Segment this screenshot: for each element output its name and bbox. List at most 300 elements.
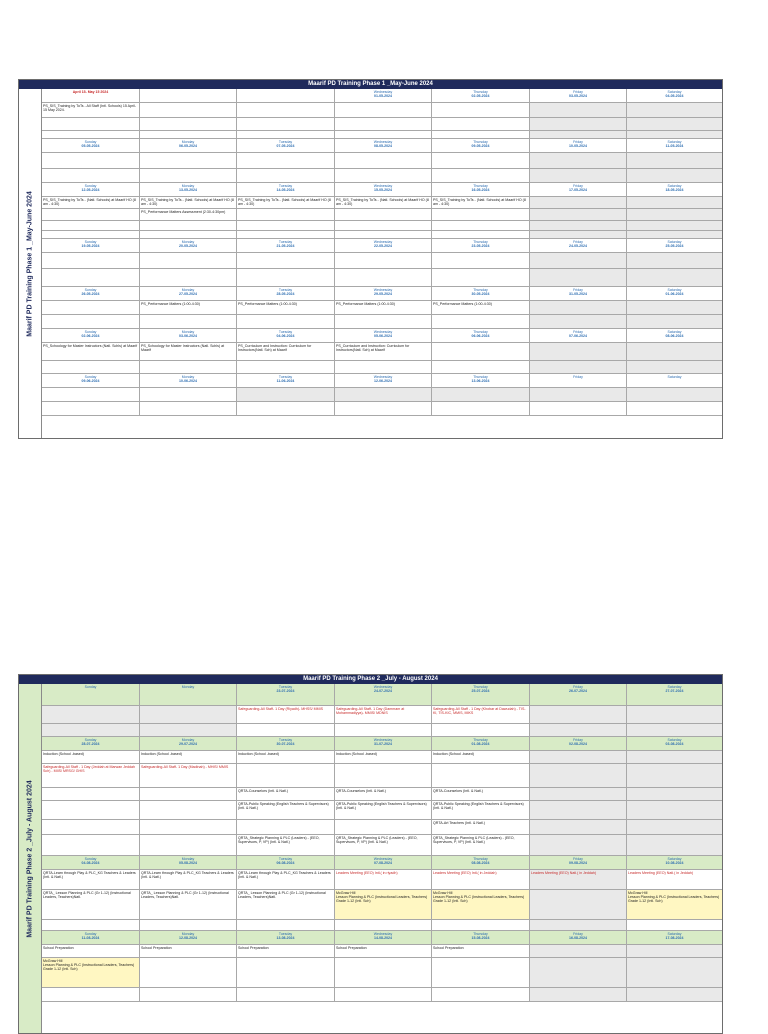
- calendar-cell: [627, 890, 722, 919]
- calendar-cell: [627, 870, 722, 889]
- event-text: QRTA-Public Speaking (English Teachers & Supervisors) (Intl. & Natl.): [433, 801, 524, 810]
- event-row: [42, 958, 722, 988]
- date-header-row: [42, 931, 722, 945]
- event-text: Leaders Meeting (EEO) Natl.( in Jeddah): [531, 870, 597, 875]
- date-label: 21-05-2024: [276, 244, 295, 249]
- event-text: PS_Performance Matters (1:00-4:30): [141, 301, 200, 306]
- weekday-label: April 15- May 15 2024: [72, 90, 109, 94]
- calendar-cell: [627, 751, 722, 763]
- date-label: 11-05-2024: [665, 144, 684, 149]
- calendar-cell: [140, 209, 237, 220]
- calendar-cell: [530, 221, 627, 230]
- calendar-cell: [627, 820, 722, 834]
- calendar-cell: [335, 315, 432, 328]
- event-row: [42, 920, 722, 931]
- weekday-label: Tuesday: [278, 738, 293, 742]
- weekday-label: Friday: [573, 375, 583, 379]
- calendar-cell: [335, 221, 432, 230]
- event-text: QRTA_ Lesson Planning & PLC (Gr 1-12) (Instructional Leaders, Teachers)Natl.: [43, 890, 131, 899]
- calendar-cell: [530, 301, 627, 314]
- date-label: 10-05-2024: [569, 144, 587, 149]
- calendar-cell: [42, 131, 140, 138]
- calendar-cell: [627, 231, 722, 238]
- calendar-cell: [237, 183, 335, 196]
- calendar-cell: [432, 169, 530, 182]
- calendar-cell: [530, 89, 627, 102]
- calendar-cell: [42, 301, 140, 314]
- calendar-cell: [140, 89, 237, 102]
- event-row: [42, 269, 722, 287]
- calendar-cell: [432, 89, 530, 102]
- weekday-label: Sunday: [84, 240, 97, 244]
- calendar-cell: [530, 388, 627, 401]
- calendar-cell: [42, 788, 140, 800]
- calendar-cell: [627, 239, 722, 252]
- calendar-cell: [335, 139, 432, 152]
- calendar-cell: [530, 118, 627, 130]
- calendar-cell: [530, 764, 627, 787]
- calendar-cell: [237, 343, 335, 360]
- event-row: [42, 221, 722, 231]
- calendar-cell: [237, 153, 335, 168]
- calendar-cell: [42, 118, 140, 130]
- date-label: 28-05-2024: [276, 292, 295, 297]
- calendar-cell: [432, 764, 530, 787]
- event-row: [42, 103, 722, 118]
- calendar-cell: [432, 253, 530, 268]
- calendar-cell: [530, 231, 627, 238]
- calendar-cell: [627, 197, 722, 208]
- date-label: 06-06-2024: [471, 334, 490, 339]
- event-row: [42, 131, 722, 139]
- date-label: 16-05-2024: [471, 188, 490, 193]
- weekday-label: Friday: [573, 685, 583, 689]
- calendar-cell: [530, 684, 627, 705]
- calendar-cell: [335, 89, 432, 102]
- date-header-row: [42, 684, 722, 706]
- calendar-cell: [42, 315, 140, 328]
- date-label: 30-07-2024: [276, 742, 295, 747]
- weekday-label: Saturday: [667, 184, 682, 188]
- event-text: PS_Performance Matters Assessment (2:30-4:30pm): [141, 209, 226, 214]
- event-text: McGraw Hill Lesson Planning & PLC (Instructional Leaders, Teachers) Grade 1-12 (Intl. Sch): [433, 890, 525, 904]
- calendar-cell: [140, 221, 237, 230]
- calendar-cell: [335, 788, 432, 800]
- calendar-cell: [627, 737, 722, 750]
- event-text: QRTA-Counselors (Intl. & Natl.): [433, 788, 483, 793]
- calendar-cell: [42, 870, 140, 889]
- calendar-cell: [42, 856, 140, 869]
- calendar-cell: [335, 870, 432, 889]
- calendar-cell: [335, 684, 432, 705]
- calendar-cell: [42, 329, 140, 342]
- weekday-label: Tuesday: [278, 330, 293, 334]
- event-text: QRTA-Public Speaking (English Teachers & Supervisors) (Intl. & Natl.): [238, 801, 329, 810]
- date-header-row: [42, 89, 722, 103]
- calendar-cell: [140, 820, 237, 834]
- event-text: PS_Schoology for Master Instructors (Natl. Schls) at Maarif: [141, 343, 225, 352]
- calendar-cell: [335, 764, 432, 787]
- calendar-cell: [432, 801, 530, 819]
- calendar-cell: [42, 388, 140, 401]
- event-row: [42, 343, 722, 361]
- calendar-cell: [237, 751, 335, 763]
- weekday-label: Friday: [573, 240, 583, 244]
- date-label: 31-07-2024: [374, 742, 392, 747]
- calendar-cell: [627, 329, 722, 342]
- calendar-cell: [335, 361, 432, 373]
- calendar-cell: [530, 945, 627, 957]
- calendar-cell: [530, 931, 627, 944]
- calendar-cell: [237, 801, 335, 819]
- event-text: PS_Performance Matters (1:00-4:30): [238, 301, 297, 306]
- weekday-label: Thursday: [473, 90, 488, 94]
- calendar-cell: [140, 118, 237, 130]
- calendar-cell: [237, 820, 335, 834]
- calendar-cell: [432, 788, 530, 800]
- calendar-cell: [140, 139, 237, 152]
- weekday-label: Tuesday: [278, 140, 293, 144]
- date-label: 20-05-2024: [179, 244, 197, 249]
- event-row: [42, 988, 722, 1002]
- calendar-cell: [237, 315, 335, 328]
- calendar-cell: [627, 958, 722, 987]
- calendar-cell: [140, 737, 237, 750]
- weekday-label: Saturday: [667, 375, 682, 379]
- event-row: [42, 253, 722, 269]
- event-row: [42, 870, 722, 890]
- date-label: 03-08-2024: [665, 742, 684, 747]
- calendar-cell: [432, 751, 530, 763]
- calendar-cell: [335, 287, 432, 300]
- weekday-label: Sunday: [84, 932, 97, 936]
- event-row: [42, 197, 722, 209]
- calendar-cell: [42, 988, 140, 1001]
- calendar-cell: [627, 169, 722, 182]
- weekday-label: Wednesday: [373, 857, 393, 861]
- date-label: 13-08-2024: [276, 936, 295, 941]
- date-label: 10-08-2024: [665, 861, 684, 866]
- weekday-label: Friday: [573, 932, 583, 936]
- date-label: 03-06-2024: [179, 334, 197, 339]
- weekday-label: Saturday: [667, 857, 682, 861]
- calendar-cell: [432, 945, 530, 957]
- date-label: 27-05-2024: [179, 292, 197, 297]
- event-text: PS_Curriculum and Instruction: Curriculum for Instructors(Natl. Sch) at Maarif: [238, 343, 312, 352]
- calendar-cell: [335, 706, 432, 723]
- weekday-label: Thursday: [473, 240, 488, 244]
- weekday-label: Wednesday: [373, 140, 393, 144]
- calendar-cell: [530, 361, 627, 373]
- date-label: 23-07-2024: [276, 689, 295, 694]
- date-label: 02-05-2024: [471, 94, 490, 99]
- calendar-cell: [237, 856, 335, 869]
- calendar-cell: [140, 931, 237, 944]
- date-label: 15-05-2024: [374, 188, 392, 193]
- event-text: QRTA-Counselors (Intl. & Natl.): [336, 788, 386, 793]
- weekday-label: Saturday: [667, 288, 682, 292]
- date-label: 08-05-2024: [374, 144, 392, 149]
- event-row: [42, 153, 722, 169]
- weekday-label: Monday: [181, 375, 195, 379]
- weekday-label: Monday: [181, 184, 195, 188]
- calendar-cell: [237, 287, 335, 300]
- calendar-cell: [140, 402, 237, 415]
- calendar-cell: [627, 835, 722, 855]
- weekday-label: Monday: [181, 932, 195, 936]
- calendar-cell: [237, 988, 335, 1001]
- calendar-cell: [530, 788, 627, 800]
- weekday-label: Monday: [181, 288, 195, 292]
- calendar-cell: [335, 820, 432, 834]
- phase2-calendar: [18, 674, 723, 1034]
- date-label: 06-05-2024: [179, 144, 197, 149]
- calendar-cell: [627, 361, 722, 373]
- calendar-cell: [140, 870, 237, 889]
- calendar-cell: [432, 269, 530, 286]
- calendar-cell: [140, 329, 237, 342]
- event-row: [42, 209, 722, 221]
- calendar-cell: [140, 945, 237, 957]
- calendar-cell: [627, 706, 722, 723]
- date-label: 10-06-2024: [179, 379, 197, 384]
- event-text: PS_SIS_Training by ToTs - (Natl. Schools) at Maarif HO (8 am - 4:30): [238, 197, 331, 206]
- weekday-label: Tuesday: [278, 288, 293, 292]
- event-text: Safeguarding-All Staff - 1 Day (Khobar at Dawudah) - TIS-KI, TIS-KIC, MMIS, MIKS: [433, 706, 526, 715]
- calendar-cell: [530, 169, 627, 182]
- calendar-cell: [237, 209, 335, 220]
- calendar-cell: [42, 724, 140, 736]
- calendar-cell: [530, 820, 627, 834]
- calendar-cell: [627, 801, 722, 819]
- calendar-cell: [42, 221, 140, 230]
- calendar-cell: [42, 835, 140, 855]
- calendar-cell: [140, 684, 237, 705]
- calendar-cell: [42, 209, 140, 220]
- calendar-cell: [140, 890, 237, 919]
- calendar-cell: [42, 153, 140, 168]
- weekday-label: Tuesday: [278, 685, 293, 689]
- calendar-cell: [335, 103, 432, 117]
- date-label: 29-05-2024: [374, 292, 392, 297]
- calendar-cell: [627, 139, 722, 152]
- calendar-cell: [140, 835, 237, 855]
- calendar-cell: [530, 183, 627, 196]
- weekday-label: Friday: [573, 184, 583, 188]
- event-text: PS_SIS_Training by ToTs - (Natl. Schools) at Maarif HO (8 am - 4:30): [141, 197, 234, 206]
- date-header-row: [42, 329, 722, 343]
- calendar-cell: [237, 931, 335, 944]
- calendar-cell: [237, 139, 335, 152]
- event-text: Leaders Meeting (EEO) Intl.( in riyadh): [336, 870, 398, 875]
- event-text: School Preparation: [238, 945, 269, 950]
- calendar-cell: [335, 301, 432, 314]
- calendar-cell: [42, 239, 140, 252]
- event-text: QRTA_Strategic Planning & PLC (Leaders) - (EEO, Supervisors, P, VP) (Intl. & Natl.): [433, 835, 515, 844]
- weekday-label: Monday: [181, 240, 195, 244]
- calendar-cell: [335, 118, 432, 130]
- calendar-cell: [42, 197, 140, 208]
- calendar-cell: [140, 253, 237, 268]
- date-header-row: [42, 183, 722, 197]
- weekday-label: Sunday: [84, 738, 97, 742]
- event-text: McGraw Hill Lesson Planning & PLC (Instructional Leaders, Teachers) Grade 1-12 (Intl. Sch): [43, 958, 135, 972]
- calendar-cell: [627, 221, 722, 230]
- weekday-label: Wednesday: [373, 932, 393, 936]
- calendar-cell: [237, 374, 335, 387]
- calendar-cell: [42, 820, 140, 834]
- date-label: 24-07-2024: [374, 689, 392, 694]
- date-header-row: [42, 374, 722, 388]
- calendar-cell: [335, 801, 432, 819]
- calendar-cell: [237, 870, 335, 889]
- calendar-cell: [140, 958, 237, 987]
- calendar-cell: [237, 737, 335, 750]
- weekday-label: Wednesday: [373, 90, 393, 94]
- calendar-cell: [237, 329, 335, 342]
- calendar-cell: [530, 835, 627, 855]
- date-label: 25-07-2024: [471, 689, 490, 694]
- calendar-cell: [432, 958, 530, 987]
- calendar-cell: [432, 388, 530, 401]
- date-label: 02-06-2024: [81, 334, 100, 339]
- calendar-cell: [140, 131, 237, 138]
- calendar-cell: [237, 301, 335, 314]
- event-text: School Preparation: [336, 945, 367, 950]
- date-label: 11-06-2024: [276, 379, 295, 384]
- event-text: PS_Performance Matters (1:00-4:30): [336, 301, 395, 306]
- event-text: PS_Curriculum and Instruction: Curriculum for Instructors(Natl. Sch) at Maarif: [336, 343, 410, 352]
- calendar-cell: [335, 253, 432, 268]
- weekday-label: Tuesday: [278, 932, 293, 936]
- calendar-cell: [42, 706, 140, 723]
- date-label: 07-05-2024: [276, 144, 295, 149]
- calendar-cell: [432, 197, 530, 208]
- event-text: Leaders Meeting (EEO) Natl.( in Jeddah): [628, 870, 694, 875]
- calendar-cell: [140, 287, 237, 300]
- calendar-cell: [432, 724, 530, 736]
- calendar-cell: [530, 958, 627, 987]
- calendar-cell: [140, 361, 237, 373]
- calendar-cell: [432, 329, 530, 342]
- calendar-cell: [432, 684, 530, 705]
- weekday-label: Tuesday: [278, 857, 293, 861]
- calendar-cell: [237, 239, 335, 252]
- calendar-cell: [237, 118, 335, 130]
- calendar-cell: [140, 706, 237, 723]
- weekday-label: Wednesday: [373, 240, 393, 244]
- event-text: PS_SIS_Training by ToTs - (Natl. Schools) at Maarif HO (8 am - 4:30): [43, 197, 136, 206]
- date-label: 04-06-2024: [276, 334, 295, 339]
- calendar-cell: [530, 706, 627, 723]
- calendar-cell: [530, 329, 627, 342]
- calendar-cell: [335, 239, 432, 252]
- date-label: 26-05-2024: [81, 292, 100, 297]
- event-text: PS_SIS_Training by ToTs - (Natl. Schools) at Maarif HO (8 am - 4:30): [433, 197, 526, 206]
- date-label: 22-05-2024: [374, 244, 392, 249]
- calendar-cell: [42, 890, 140, 919]
- date-label: 29-07-2024: [179, 742, 197, 747]
- date-label: 12-05-2024: [81, 188, 100, 193]
- date-label: 11-08-2024: [81, 936, 100, 941]
- date-label: 06-08-2024: [276, 861, 295, 866]
- calendar-cell: [42, 764, 140, 787]
- calendar-cell: [432, 183, 530, 196]
- event-text: School Preparation: [141, 945, 172, 950]
- calendar-cell: [530, 287, 627, 300]
- calendar-cell: [530, 131, 627, 138]
- calendar-cell: [335, 231, 432, 238]
- calendar-cell: [237, 131, 335, 138]
- calendar-cell: [140, 231, 237, 238]
- event-text: Leaders Meeting (EEO) Intl.( in Jeddah): [433, 870, 497, 875]
- event-row: [42, 706, 722, 724]
- event-row: [42, 315, 722, 329]
- event-text: McGraw Hill Lesson Planning & PLC (Instructional Leaders, Teachers) Grade 1-12 (Intl. Sch): [336, 890, 428, 904]
- date-label: 04-08-2024: [81, 861, 100, 866]
- calendar-cell: [42, 958, 140, 987]
- weekday-label: Wednesday: [373, 738, 393, 742]
- event-text: QRTA-Art Teachers (Intl. & Natl.): [433, 820, 485, 825]
- calendar-cell: [42, 374, 140, 387]
- calendar-cell: [42, 103, 140, 117]
- event-row: [42, 820, 722, 835]
- calendar-cell: [237, 402, 335, 415]
- calendar-cell: [627, 388, 722, 401]
- event-text: Induction (School -based): [238, 751, 279, 756]
- weekday-label: Sunday: [84, 685, 97, 689]
- weekday-label: Wednesday: [373, 685, 393, 689]
- calendar-cell: [530, 374, 627, 387]
- date-label: 27-07-2024: [665, 689, 684, 694]
- calendar-cell: [627, 724, 722, 736]
- date-label: 28-07-2024: [81, 742, 100, 747]
- weekday-label: Saturday: [667, 330, 682, 334]
- event-text: PS_Performance Matters (1:00-4:30): [433, 301, 492, 306]
- calendar-cell: [42, 287, 140, 300]
- calendar-cell: [42, 253, 140, 268]
- calendar-cell: [140, 374, 237, 387]
- calendar-cell: [530, 315, 627, 328]
- calendar-cell: [237, 706, 335, 723]
- calendar-cell: [432, 890, 530, 919]
- calendar-cell: [237, 361, 335, 373]
- calendar-cell: [335, 958, 432, 987]
- event-text: McGraw Hill Lesson Planning & PLC (Instructional Leaders, Teachers) Grade 1-12 (Intl. Sch): [628, 890, 720, 904]
- calendar-cell: [42, 361, 140, 373]
- weekday-label: Wednesday: [373, 184, 393, 188]
- calendar-cell: [237, 197, 335, 208]
- calendar-cell: [237, 388, 335, 401]
- calendar-cell: [237, 788, 335, 800]
- calendar-cell: [530, 751, 627, 763]
- calendar-cell: [627, 856, 722, 869]
- calendar-cell: [335, 374, 432, 387]
- date-label: 05-06-2024: [374, 334, 392, 339]
- calendar-cell: [140, 343, 237, 360]
- weekday-label: Wednesday: [373, 375, 393, 379]
- calendar-cell: [42, 751, 140, 763]
- calendar-cell: [627, 931, 722, 944]
- date-label: 08-08-2024: [471, 861, 490, 866]
- calendar-cell: [237, 169, 335, 182]
- event-row: [42, 301, 722, 315]
- calendar-cell: [140, 169, 237, 182]
- calendar-cell: [530, 139, 627, 152]
- calendar-cell: [530, 209, 627, 220]
- weekday-label: Thursday: [473, 738, 488, 742]
- date-label: 01-05-2024: [374, 94, 392, 99]
